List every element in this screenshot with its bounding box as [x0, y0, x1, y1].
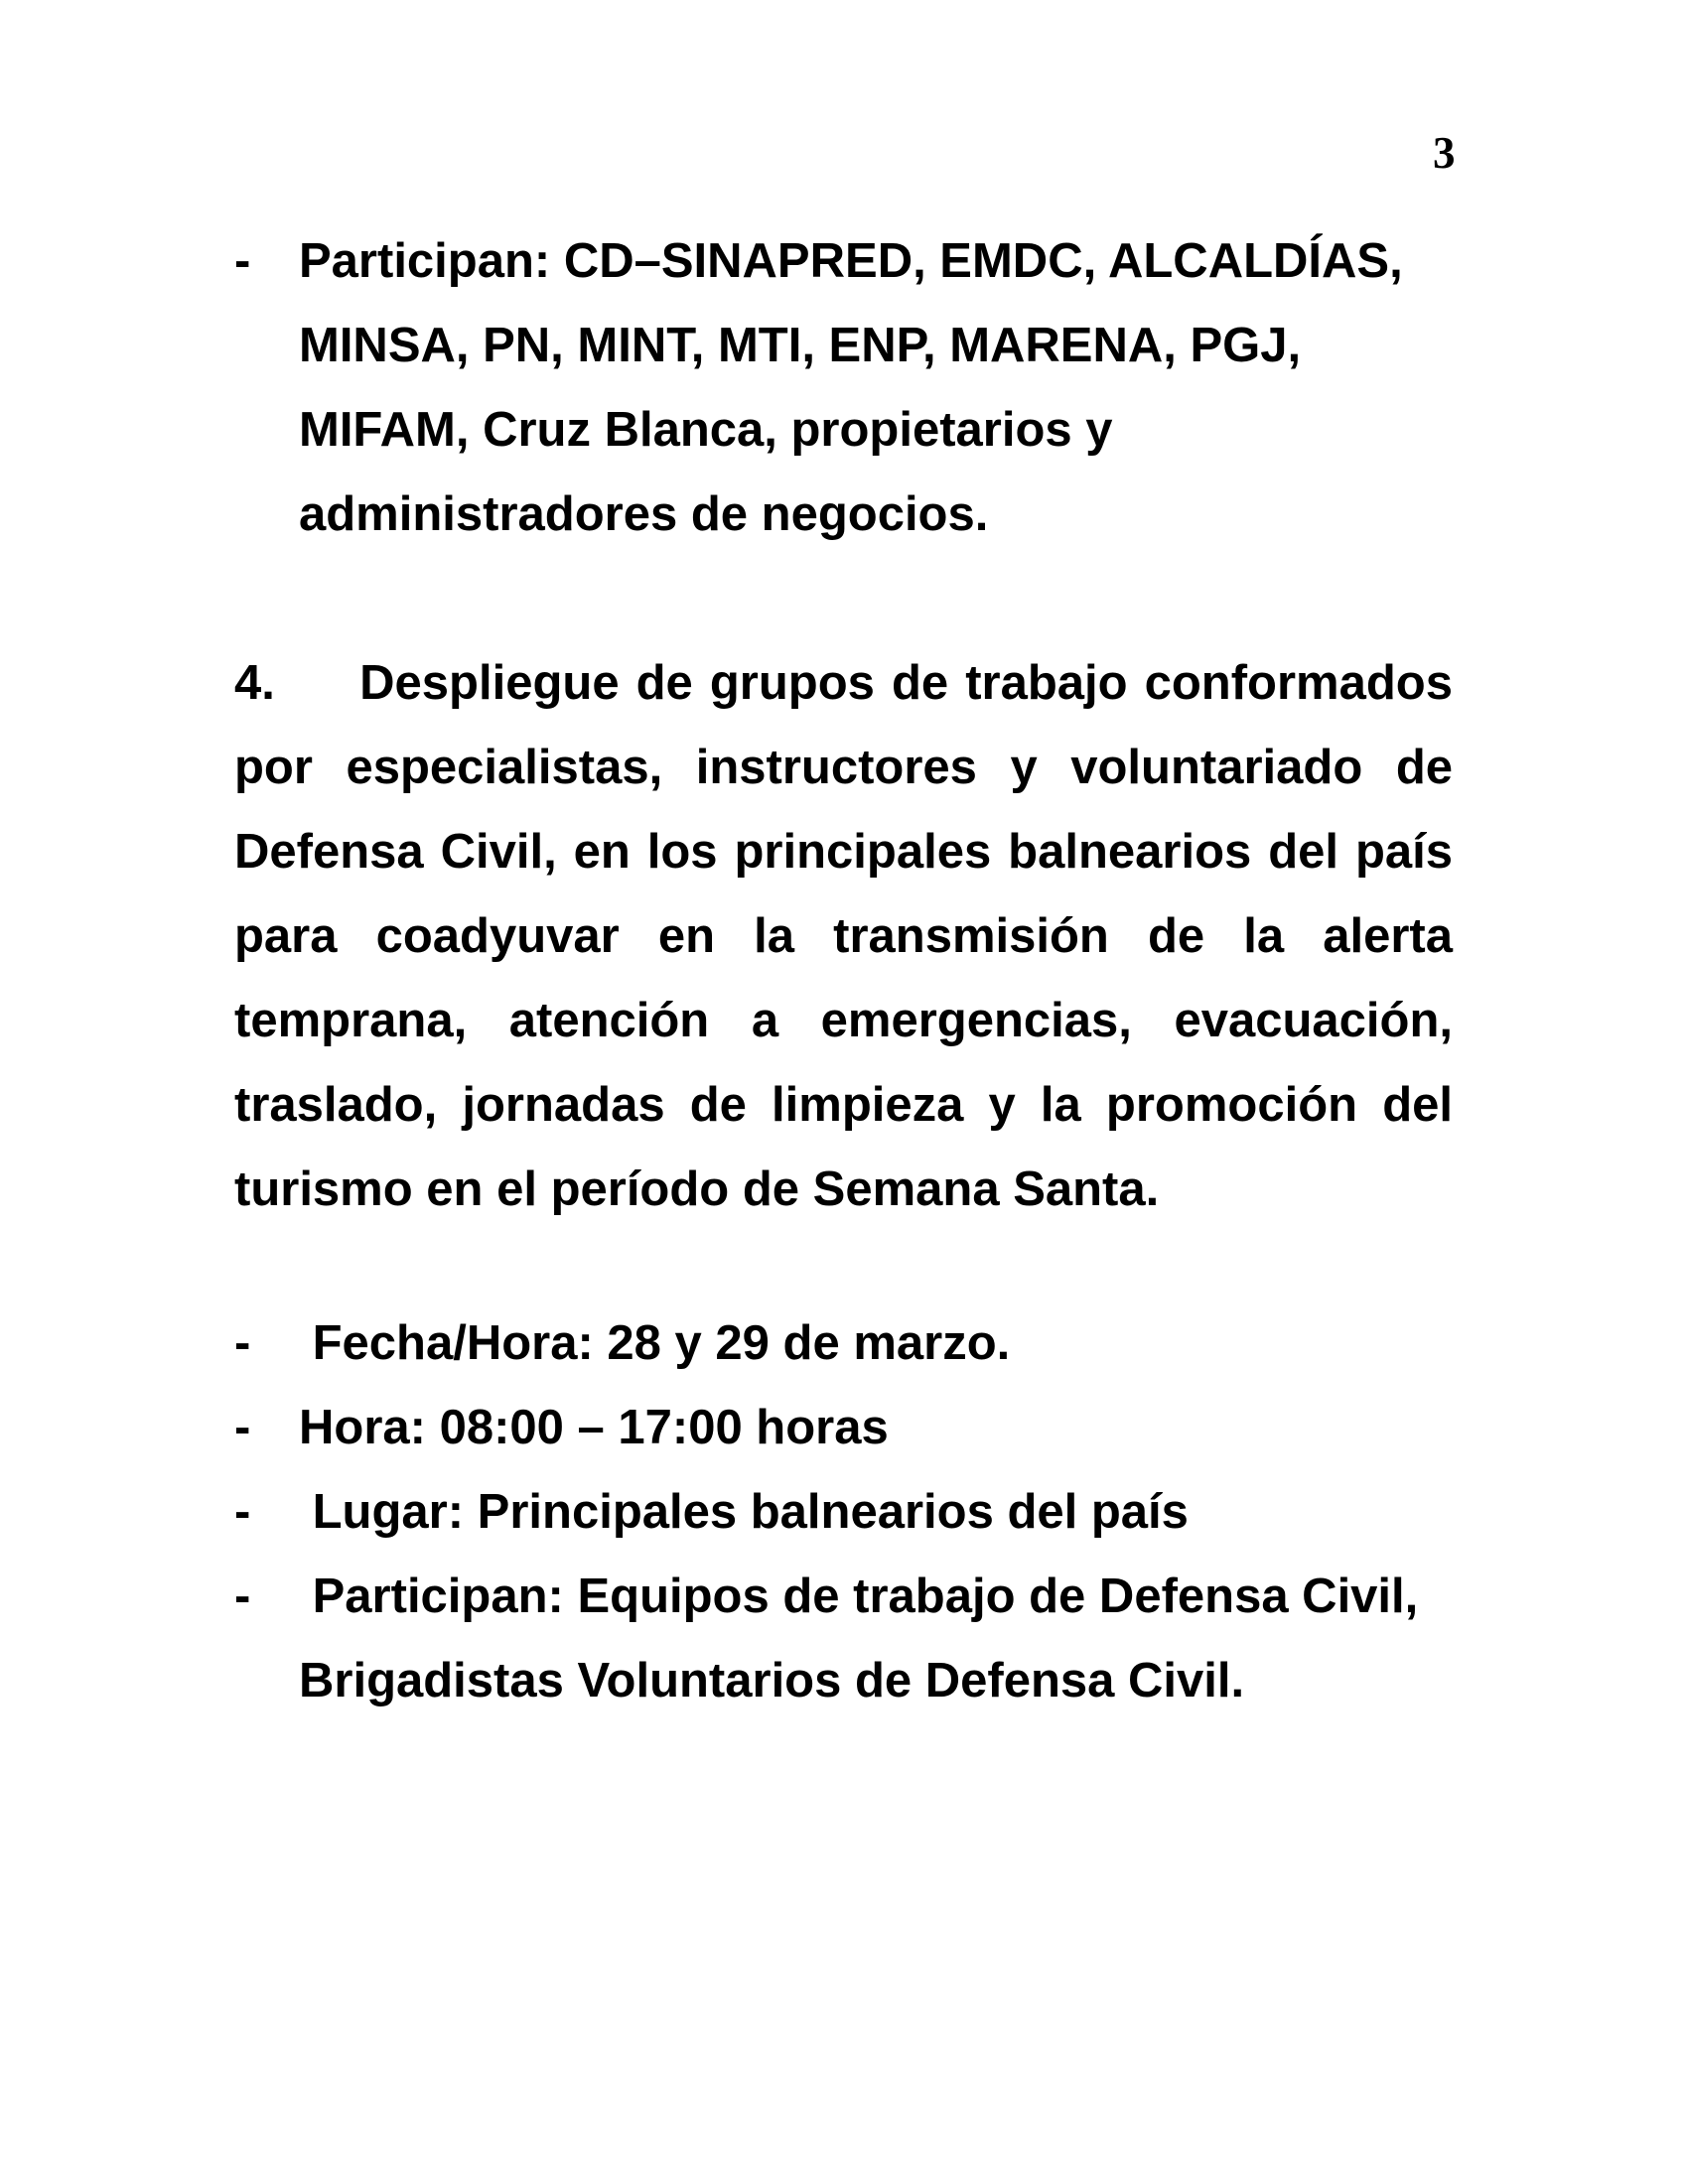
paragraph-4: [234, 641, 1453, 1232]
top-bullet-item: [234, 219, 1453, 557]
detail-bullet-item-lugar: [234, 1470, 1453, 1555]
paragraph-4-line: para coadyuvar en la transmisión de la alerta: [234, 909, 1453, 963]
page-number: 3: [1433, 128, 1456, 178]
detail-bullet-list: [234, 1301, 1453, 1723]
bullet-dash: -: [234, 1570, 251, 1623]
paragraph-4-last-line: turismo en el período de Semana Santa.: [234, 1162, 1160, 1216]
paragraph-4-line: 4. Despliegue de grupos de trabajo conformados: [234, 656, 1453, 710]
paragraph-4-line: por especialistas, instructores y voluntariado de: [234, 741, 1453, 794]
detail-bullet-item-participan: [234, 1555, 1453, 1723]
detail-bullet-line: Fecha/Hora: 28 y 29 de marzo.: [299, 1316, 1011, 1370]
bullet-dash: -: [234, 1401, 251, 1454]
bullet-dash: -: [234, 1316, 251, 1370]
document-body: [234, 219, 1453, 1723]
top-bullet-line: MINSA, PN, MINT, MTI, ENP, MARENA, PGJ,: [299, 319, 1302, 372]
bullet-dash: -: [234, 234, 251, 288]
detail-bullet-line: Lugar: Principales balnearios del país: [299, 1485, 1189, 1539]
top-bullet-line: administradores de negocios.: [299, 487, 989, 541]
top-bullet-line: MIFAM, Cruz Blanca, propietarios y: [299, 403, 1113, 457]
paragraph-4-line: traslado, jornadas de limpieza y la promoción del: [234, 1078, 1453, 1132]
detail-bullet-item-hora: [234, 1386, 1453, 1470]
top-bullet-line: Participan: CD–SINAPRED, EMDC, ALCALDÍAS,: [299, 234, 1403, 288]
detail-bullet-item-fecha: [234, 1301, 1453, 1386]
detail-bullet-line: Hora: 08:00 – 17:00 horas: [299, 1401, 889, 1454]
paragraph-4-line: Defensa Civil, en los principales balnearios del país: [234, 825, 1453, 879]
detail-bullet-line: Brigadistas Voluntarios de Defensa Civil.: [299, 1654, 1245, 1707]
bullet-dash: -: [234, 1485, 251, 1539]
detail-bullet-line: Participan: Equipos de trabajo de Defensa Civil,: [299, 1570, 1419, 1623]
paragraph-4-line: temprana, atención a emergencias, evacuación,: [234, 994, 1453, 1047]
